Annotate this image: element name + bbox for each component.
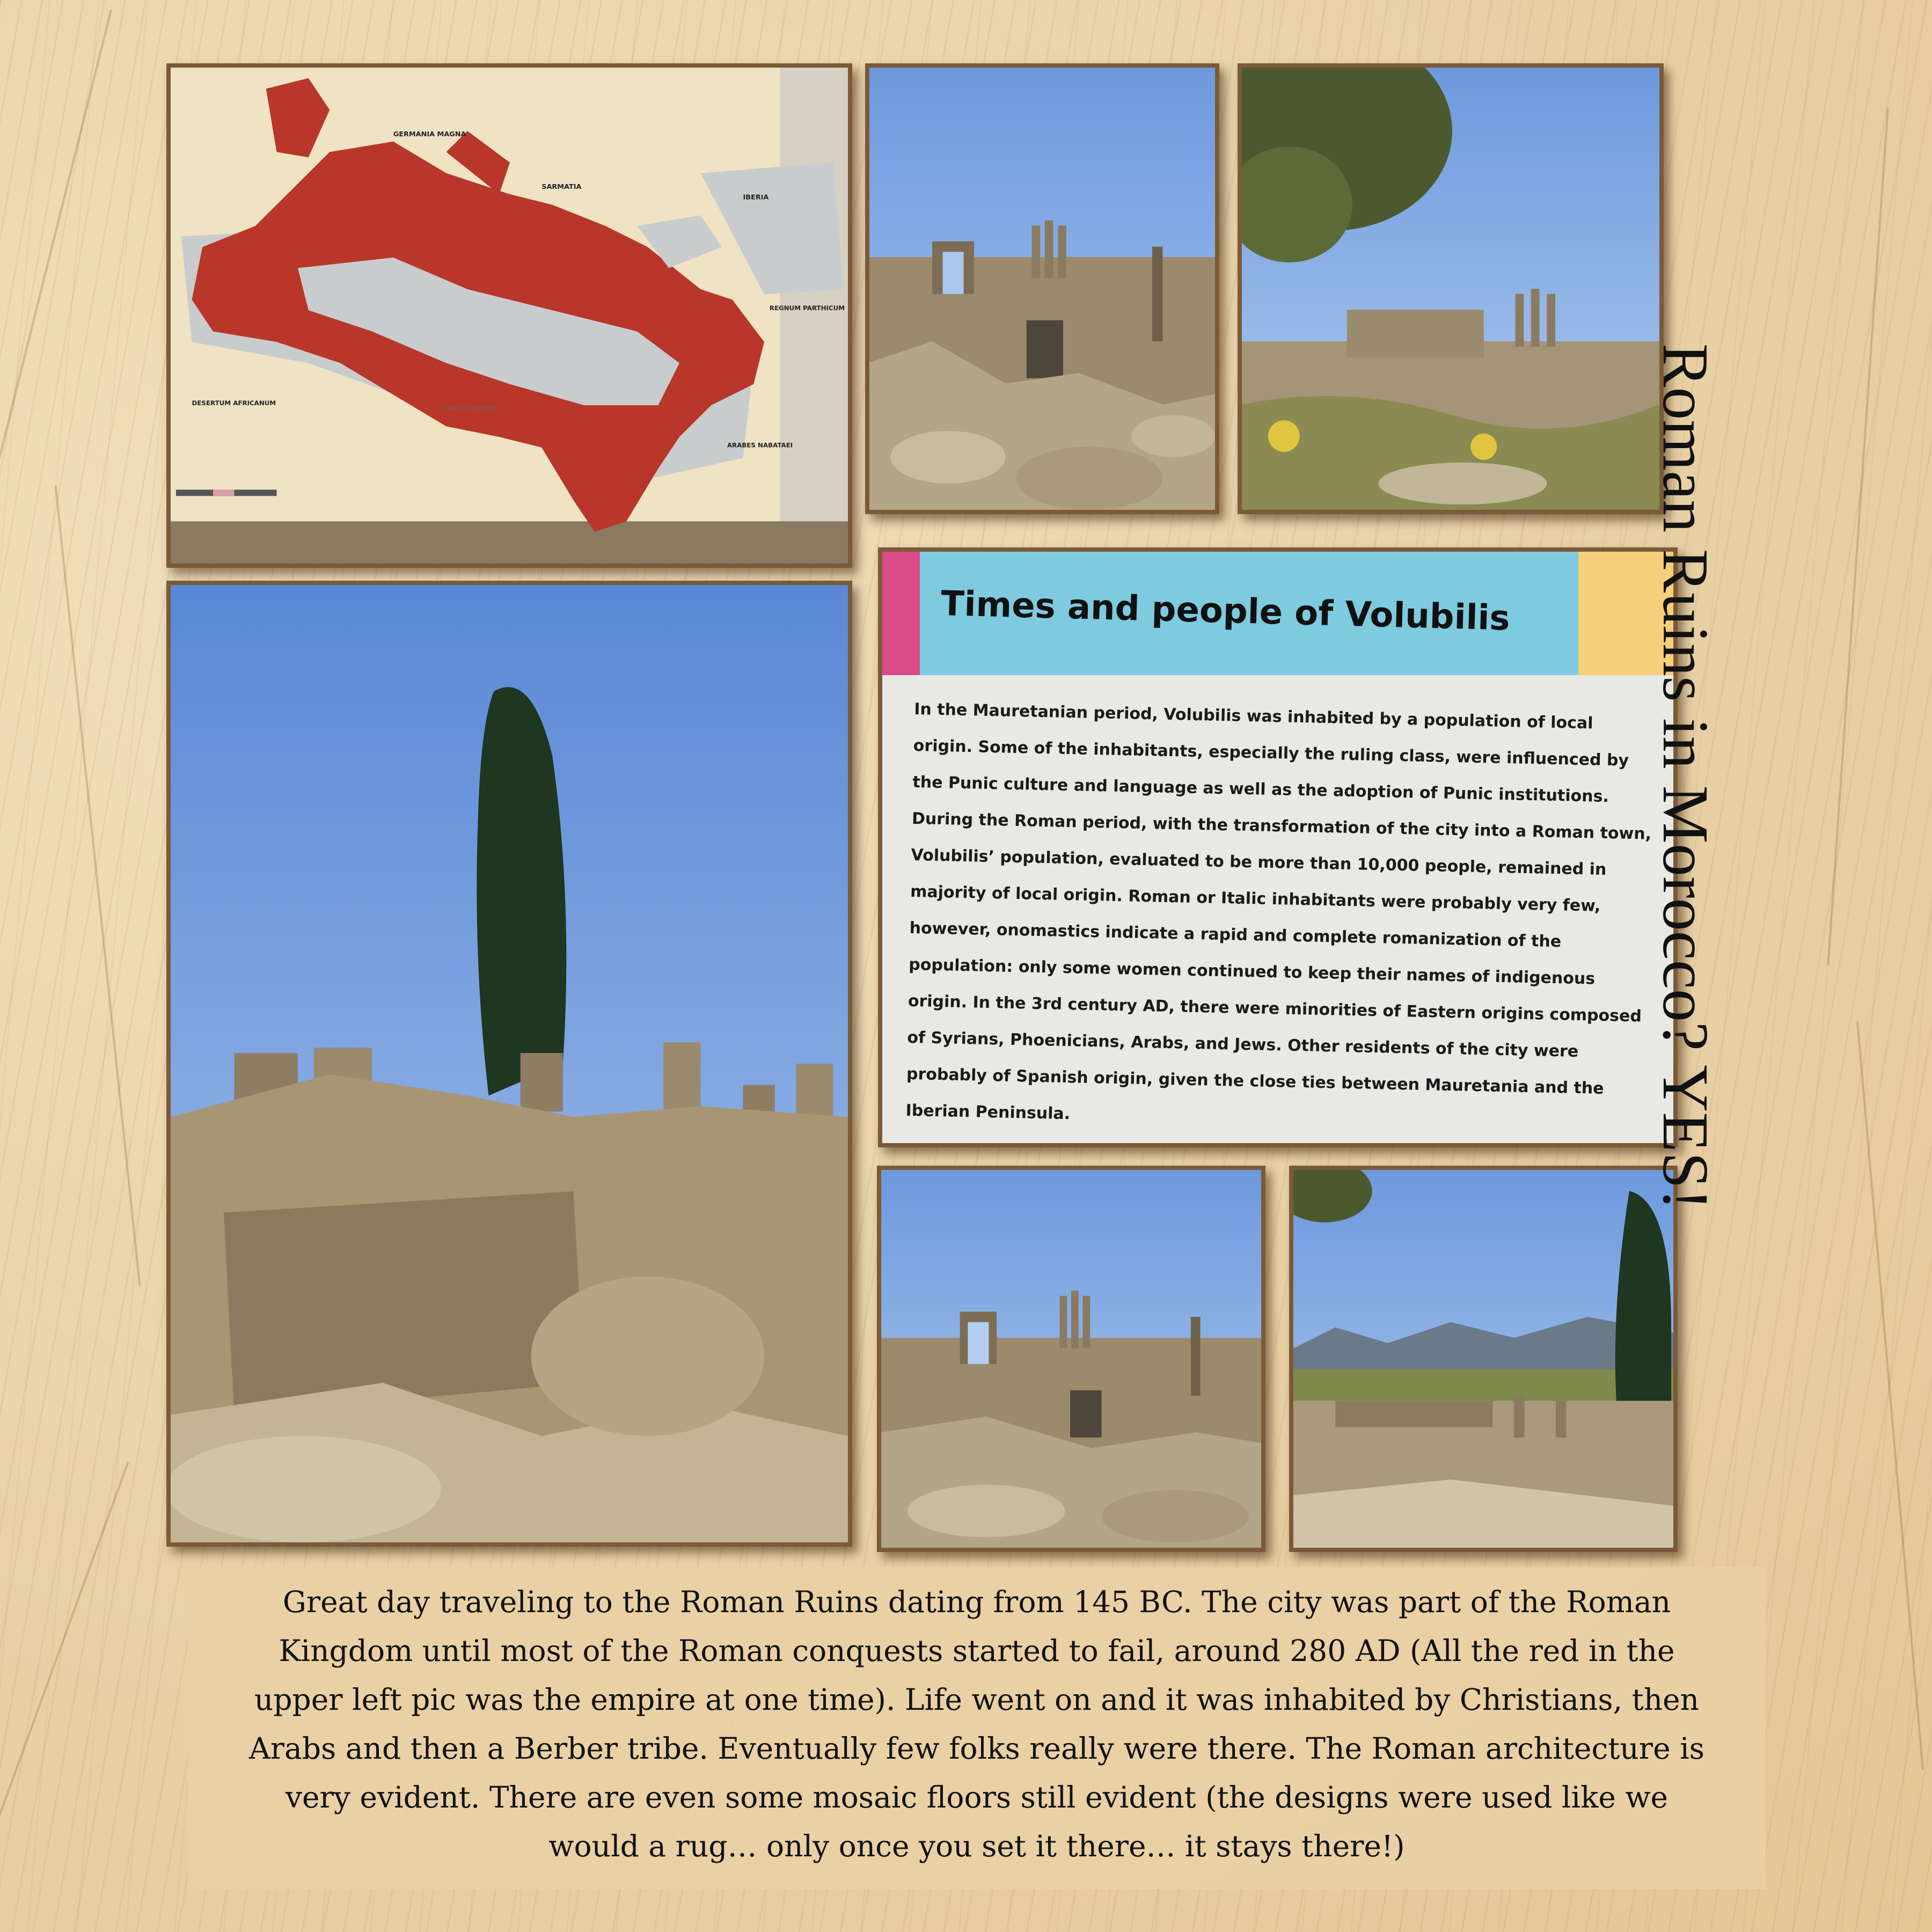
caption-line: Kingdom until most of the Roman conquests started to fail, around 280 AD (All the red in the bbox=[279, 1634, 1675, 1668]
map-label: IBERIA bbox=[743, 193, 769, 202]
map-label: GERMANIA MAGNA bbox=[393, 130, 466, 138]
sign-line: of Syrians, Phoenicians, Arabs, and Jews. Other residents of the city were bbox=[907, 1028, 1579, 1062]
map-label: REGNUM PARTHICUM bbox=[769, 304, 845, 312]
cypress-ruins-photo[interactable] bbox=[166, 581, 852, 1547]
caption-line: Great day traveling to the Roman Ruins dating from 145 BC. The city was part of the Roman bbox=[282, 1585, 1671, 1619]
ruins-illustration bbox=[869, 68, 1215, 510]
cypress-illustration bbox=[171, 585, 848, 1542]
sign-line: the Punic culture and language as well as the adoption of Punic institutions. bbox=[912, 772, 1609, 807]
ruins-illustration bbox=[1242, 68, 1659, 510]
ruins-mountain-photo[interactable] bbox=[1289, 1166, 1678, 1552]
map-illustration bbox=[171, 68, 848, 564]
caption-line: upper left pic was the empire at one time). Life went on and it was inhabited by Christians, then bbox=[254, 1682, 1700, 1717]
wood-grain bbox=[1856, 1021, 1924, 1769]
sign-line: Iberian Peninsula. bbox=[905, 1101, 1071, 1124]
caption-line: would a rug… only once you set it there… it stays there!) bbox=[548, 1829, 1405, 1863]
caption-line: Arabs and then a Berber tribe. Eventually few folks really were there. The Roman architecture is bbox=[249, 1731, 1704, 1766]
sign-line: majority of local origin. Roman or Italic inhabitants were probably very few, bbox=[910, 882, 1601, 916]
caption-box bbox=[188, 1567, 1766, 1889]
wood-grain bbox=[1827, 108, 1889, 965]
sign-line: origin. Some of the inhabitants, especially the ruling class, were influenced by bbox=[913, 736, 1629, 770]
sign-line: In the Mauretanian period, Volubilis was inhabited by a population of local bbox=[913, 699, 1593, 733]
volubilis-sign-photo[interactable] bbox=[878, 547, 1678, 1147]
sign-line: origin. In the 3rd century AD, there were minorities of Eastern origins composed bbox=[908, 991, 1642, 1026]
wood-grain bbox=[55, 485, 141, 1286]
sign-line: probably of Spanish origin, given the close ties between Mauretania and the bbox=[906, 1064, 1604, 1099]
sign-line: During the Roman period, with the transformation of the city into a Roman town, bbox=[911, 809, 1652, 844]
ruins-arch-photo[interactable] bbox=[865, 63, 1219, 514]
ruins-arch-photo-2[interactable] bbox=[877, 1166, 1265, 1552]
ruins-tree-photo[interactable] bbox=[1238, 63, 1664, 514]
ruins-illustration bbox=[881, 1170, 1261, 1548]
roman-empire-map-photo[interactable] bbox=[166, 63, 852, 568]
map-label: ARABES NABATAEI bbox=[727, 441, 793, 449]
map-label: SARMATIA bbox=[541, 183, 582, 192]
map-label: DESERTUM AFRICANUM bbox=[192, 399, 276, 407]
wood-grain bbox=[0, 1461, 129, 1865]
wood-grain bbox=[0, 9, 112, 634]
map-label: Mare Internum bbox=[446, 404, 497, 413]
ruins-illustration bbox=[1293, 1170, 1673, 1548]
sign-title: Times and people of Volubilis bbox=[940, 584, 1511, 639]
sign-line: however, onomastics indicate a rapid and complete romanization of the bbox=[909, 918, 1562, 952]
sign-line: population: only some women continued to keep their names of indigenous bbox=[908, 955, 1596, 989]
caption-line: very evident. There are even some mosaic floors still evident (the designs were used like we bbox=[285, 1780, 1668, 1814]
page-title: Roman Ruins in Morocco? YES! bbox=[1649, 343, 1722, 1211]
sign-line: Volubilis’ population, evaluated to be more than 10,000 people, remained in bbox=[911, 845, 1607, 880]
sign-body-text bbox=[905, 691, 1652, 1144]
